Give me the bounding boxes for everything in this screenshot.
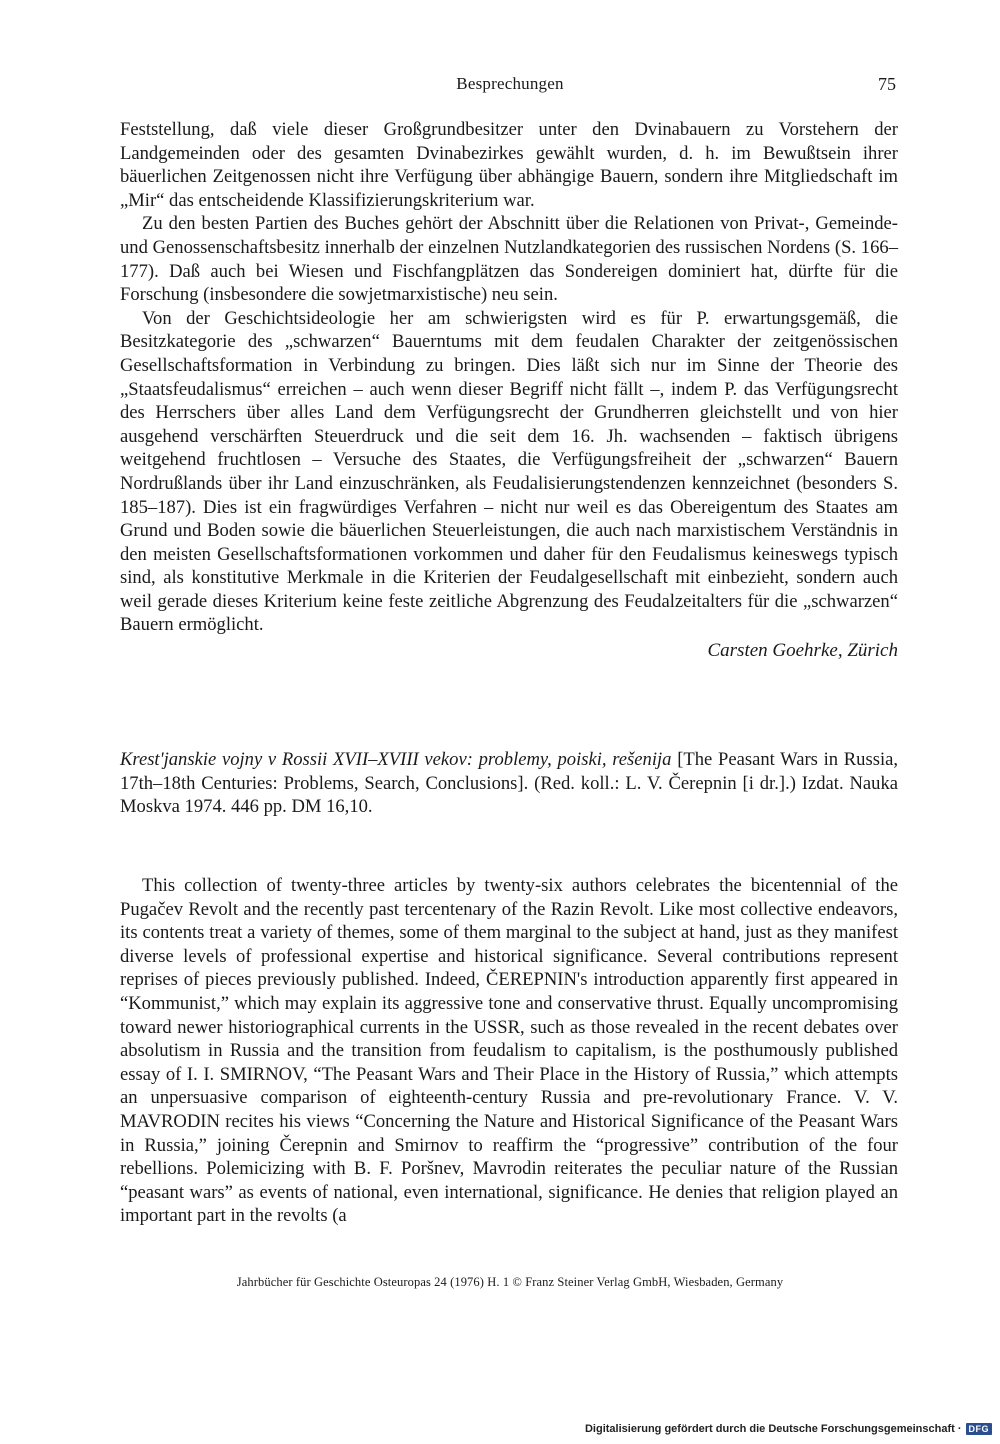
review-book-title: Krest'janskie vojny v Rossii XVII–XVIII vekov: problemy, poiski, rešenija bbox=[120, 749, 672, 770]
review-bibliographic-heading bbox=[120, 748, 898, 819]
english-paragraph-1: This collection of twenty-three articles by twenty-six authors celebrates the bicentennial of the Pugačev Revolt and the recently past tercentenary of the Razin Revolt. Like most collective endeavors, its contents treat a variety of themes, some of them marginal to the subject at hand, just as they manifest diverse levels of professional expertise and historical significance. Several contributions represent reprises of pieces previously published. Indeed, ČEREPNIN's introduction apparently first appeared in “Kommunist,” which may explain its aggressive tone and conservative thrust. Equally uncompromising toward newer historiographical currents in the USSR, such as those revealed in the recent debates over absolutism in Russia and the transition from feudalism to capitalism, is the posthumously published essay of I. I. SMIRNOV, “The Peasant Wars and Their Place in the History of Russia,” which attempts an unpersuasive comparison of eighteenth-century Russia and pre-revolutionary France. V. V. MAVRODIN recites his views “Concerning the Nature and Historical Significance of the Peasant Wars in Russia,” joining Čerepnin and Smirnov to reaffirm the “progressive” contribution of the four rebellions. Polemicizing with B. F. Poršnev, Mavrodin reiterates the peculiar nature of the Russian “peasant wars” as events of national, even international, significance. He denies that religion played an important part in the revolts (a bbox=[120, 875, 898, 1227]
dfg-logo-icon: DFG bbox=[966, 1423, 993, 1435]
german-paragraph-1: Feststellung, daß viele dieser Großgrundbesitzer unter den Dvinabauern zu Vorstehern der Landgemeinden oder des gesamten Dvinabezirkes gewählt wurden, d. h. im Bewußtsein ihrer bäuerlichen Zeitgenossen nicht ihre Verfügung über abhängige Bauern, sondern ihre Mitgliedschaft im „Mir“ das entscheidende Klassifizierungskriterium war. bbox=[120, 119, 898, 211]
digitization-text: Digitalisierung gefördert durch die Deutsche Forschungsgemeinschaft · bbox=[584, 1423, 962, 1435]
german-paragraph-2: Zu den besten Partien des Buches gehört der Abschnitt über die Relationen von Privat-, Gemeinde- und Genossenschaftsbesitz innerhalb der einzelnen Nutzlandkategorien des russischen Nordens (S. 166–177). Daß auch bei Wiesen und Fischfangplätzen das Sondereigen dominiert hat, dürfte für die Forschung (insbesondere die sowjetmarxistische) neu sein. bbox=[120, 213, 898, 306]
review-book-details: [The Peasant Wars in Russia, 17th–18th Centuries: Problems, Search, Conclusions]. (Red. koll.: L. V. Čerepnin [i dr.].) Izdat. Nauka Moskva 1974. 446 pp. DM 16,10. bbox=[120, 749, 899, 818]
page-number: 75 bbox=[878, 74, 896, 94]
journal-citation-footer: Jahrbücher für Geschichte Osteuropas 24 (1976) H. 1 © Franz Steiner Verlag GmbH, Wiesbaden, Germany bbox=[236, 1275, 784, 1289]
reviewer-signature: Carsten Goehrke, Zürich bbox=[707, 640, 898, 662]
running-head-title: Besprechungen bbox=[456, 74, 564, 93]
digitization-notice bbox=[585, 1423, 992, 1435]
running-head bbox=[120, 74, 900, 100]
german-paragraph-3: Von der Geschichtsideologie her am schwierigsten wird es für P. erwartungsgemäß, die Besitzkategorie des „schwarzen“ Bauerntums mit dem feudalen Charakter der zeitgenössischen Gesellschaftsformation in Verbindung zu bringen. Dies läßt sich nur im Sinne der Theorie des „Staatsfeudalismus“ erreichen – auch wenn dieser Begriff nicht fällt –, indem P. das Verfügungsrecht des Herrschers über alles Land dem Verfügungsrecht der Grundherren gleichstellt und von hier ausgehend verschärften Steuerdruck und die seit dem 16. Jh. wachsenden – faktisch übrigens weitgehend fruchtlosen – Versuche des Staates, die Verfügungsfreiheit der „schwarzen“ Bauern Nordrußlands über ihr Land einzuschränken, als Feudalisierungstendenzen kennzeichnet (besonders S. 185–187). Dies ist ein fragwürdiges Verfahren – nicht nur weil es das Obereigentum des Staates am Grund und Boden sowie die bäuerlichen Steuerleistungen, die auch nach marxistischem Verständnis in den meisten Gesellschaftsformationen vorkommen und daher für den Feudalismus keineswegs typisch sind, als konstitutive Merkmale in die Kriterien der Feudalgesellschaft mit einbezieht, sondern auch weil gerade dieses Kriterium keine feste zeitliche Abgrenzung des Feudalzeitalters für die „schwarzen“ Bauern ermöglicht. bbox=[120, 307, 898, 636]
german-review-body bbox=[120, 118, 898, 663]
english-review-body bbox=[120, 874, 898, 1228]
